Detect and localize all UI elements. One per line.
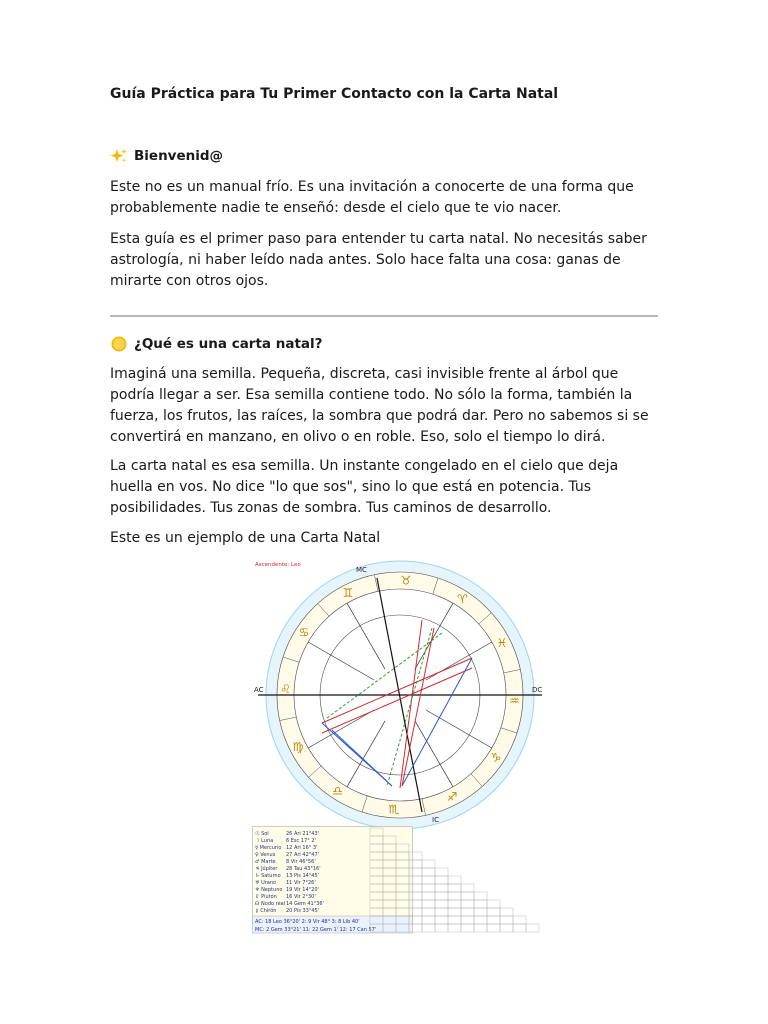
planet-row-position: 19 Vir 14°20' <box>286 887 319 893</box>
welcome-paragraph-2: Esta guía es el primer paso para entender tu carta natal. No necesitás saber astrología, ni haber leído nada antes. Solo hace falta una cosa: ganas de mirarte con otros ojos. <box>110 231 647 289</box>
planet-row-position: 13 Pis 14°45' <box>286 873 320 879</box>
svg-text:♉: ♉ <box>400 573 412 588</box>
planet-row-name: ⚷ Chirón <box>255 908 277 914</box>
svg-text:♓: ♓ <box>496 636 508 651</box>
planet-row-name: ♀ Venus <box>255 852 276 858</box>
ac-label: AC <box>254 686 264 694</box>
planet-row-position: 16 Vir 2°30' <box>286 894 316 900</box>
planet-row-position: 6 Esc 17° 2' <box>286 838 316 844</box>
svg-text:♑: ♑ <box>490 750 502 765</box>
svg-text:♐: ♐ <box>446 790 458 805</box>
welcome-heading: Bienvenid@ <box>134 148 224 164</box>
houses-row-1: AC: 18 Leo 36°20' 2: 9 Vir 48° 3: 8 Lib 40' <box>255 919 360 925</box>
natal-chart-wheel <box>252 558 548 830</box>
section-paragraph-2: La carta natal es esa semilla. Un instante congelado en el cielo que deja huella en vos. No dice "lo que sos", sino lo que está en potencia. Tus posibilidades. Tus zonas de sombra. Tus caminos de desarrollo. <box>110 458 619 516</box>
welcome-heading-row <box>110 148 223 164</box>
houses-row-2: MC: 2 Gem 33°21' 11: 22 Gem 1' 12: 17 Can 57' <box>255 927 377 933</box>
planet-row-position: 26 Ari 21°43' <box>286 831 320 837</box>
planet-row-name: ☽ Luna <box>255 838 274 844</box>
planet-row-position: 8 Vir 46°56' <box>286 859 316 865</box>
planet-row-name: ♇ Plutón <box>255 894 277 900</box>
planet-row-position: 12 Ari 16° 3' <box>286 845 318 851</box>
svg-text:♏: ♏ <box>388 802 400 817</box>
ic-label: IC <box>432 816 439 824</box>
sparkles-icon <box>110 148 128 164</box>
section-heading-row <box>110 335 322 353</box>
planet-row-position: 11 Vir 7°26' <box>286 880 316 886</box>
planet-position-table <box>252 826 548 934</box>
section-paragraph-3: Este es un ejemplo de una Carta Natal <box>110 530 381 546</box>
svg-text:♊: ♊ <box>342 585 354 600</box>
section-divider <box>110 315 658 317</box>
svg-text:♍: ♍ <box>292 739 304 754</box>
planet-row-name: ♅ Urano <box>255 880 277 886</box>
planet-row-position: 20 Pis 33°45' <box>286 908 320 914</box>
document-title: Guía Práctica para Tu Primer Contacto con la Carta Natal <box>110 86 559 102</box>
svg-text:♋: ♋ <box>298 625 310 640</box>
planet-row-name: ☉ Sol <box>255 831 269 837</box>
planet-row-name: ♃ Júpiter <box>255 866 278 872</box>
planet-row-position: 27 Ari 42°47' <box>286 852 320 858</box>
section-paragraph-1: Imaginá una semilla. Pequeña, discreta, casi invisible frente al árbol que podría llegar a ser. Esa semilla contiene todo. No sólo la forma, también la fuerza, los frutos, las raíces, la sombra que podrá dar. Pero no sabemos si se convertirá en manzano, en olivo o en roble. Eso, solo el tiempo lo dirá. <box>110 366 649 445</box>
svg-text:♒: ♒ <box>508 693 520 708</box>
ascendant-label: Ascendente: Leo <box>255 562 301 568</box>
planet-row-name: ♆ Neptuno <box>255 887 283 893</box>
svg-text:♈: ♈ <box>456 591 468 606</box>
svg-text:♌: ♌ <box>280 682 292 697</box>
planet-row-name: ♄ Saturno <box>255 873 281 879</box>
planet-row-name: ☿ Mercurio <box>255 845 282 851</box>
planet-row-position: 28 Tau 43°16' <box>286 866 321 872</box>
planet-row-name: ☊ Nodo real <box>255 901 286 907</box>
planet-row-position: 14 Gem 41°36' <box>286 901 324 907</box>
welcome-paragraph-1: Este no es un manual frío. Es una invitación a conocerte de una forma que probablemente nadie te enseñó: desde el cielo que te vio nacer. <box>110 179 634 216</box>
planet-row-name: ♂ Marte <box>255 859 276 865</box>
dc-label: DC <box>532 686 543 694</box>
sun-icon <box>110 335 128 353</box>
mc-label: MC <box>356 566 367 574</box>
svg-text:♎: ♎ <box>332 784 344 799</box>
section-heading: ¿Qué es una carta natal? <box>134 336 323 352</box>
